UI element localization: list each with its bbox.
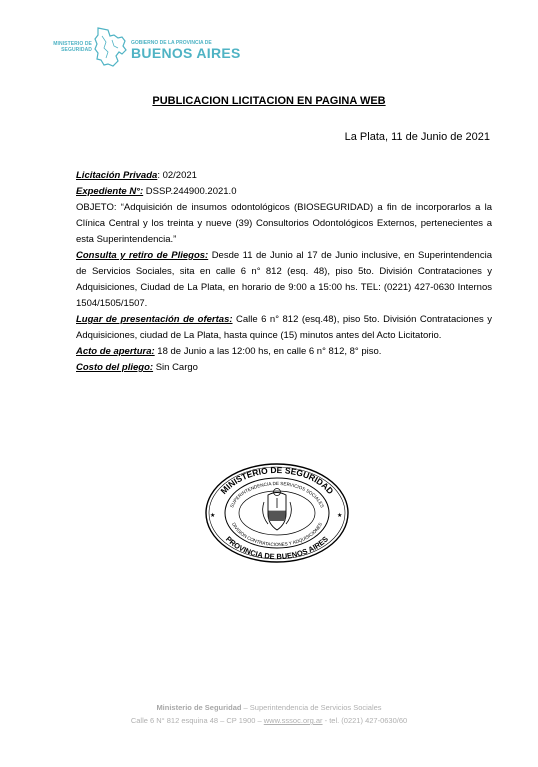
licitacion-line	[76, 168, 492, 184]
footer-web-link[interactable]: www.sssoc.org.ar	[263, 716, 323, 725]
province-map-icon	[92, 26, 128, 68]
lugar-label: Lugar de presentación de ofertas:	[76, 314, 233, 325]
consulta-paragraph	[76, 248, 492, 312]
acto-label: Acto de apertura:	[76, 346, 155, 357]
footer-line-2	[0, 716, 538, 725]
document-date: La Plata, 11 de Junio de 2021	[344, 131, 490, 143]
footer-dash: –	[241, 703, 250, 712]
lugar-value: Calle 6 n° 812 (esq.48), piso 5to. División Contrataciones y Adquisiciones, ciudad de La Plata, hasta quince (15) minutos antes del Acto Licitatorio.	[76, 314, 492, 341]
province-logo-title: BUENOS AIRES	[131, 45, 241, 61]
province-logo-subtitle: GOBIERNO DE LA PROVINCIA DE	[131, 40, 212, 46]
svg-text:SUPERINTENDENCIA DE SERVICIOS: SUPERINTENDENCIA DE SERVICIOS SOCIALES	[229, 480, 325, 509]
footer-line-1	[0, 703, 538, 712]
svg-text:★: ★	[210, 512, 216, 519]
document-title: PUBLICACION LICITACION EN PAGINA WEB	[152, 95, 386, 107]
footer-address: Calle 6 N° 812 esquina 48 – CP 1900 –	[130, 716, 264, 725]
acto-value: 18 de Junio a las 12:00 hs, en calle 6 n° 812, 8° piso.	[154, 346, 382, 357]
costo-paragraph	[76, 360, 492, 376]
costo-value: Sin Cargo	[153, 362, 198, 373]
acto-paragraph	[76, 344, 492, 360]
lugar-paragraph	[76, 312, 492, 344]
footer-superintendencia: Superintendencia de Servicios Sociales	[249, 703, 382, 712]
footer-ministry: Ministerio de Seguridad	[156, 703, 242, 712]
expediente-value: DSSP.244900.2021.0	[143, 186, 237, 197]
official-stamp	[204, 462, 350, 564]
document-body	[76, 168, 492, 376]
svg-text:MINISTERIO DE SEGURIDAD: MINISTERIO DE SEGURIDAD	[218, 464, 336, 497]
svg-text:DIVISION CONTRATACIONES Y ADQU: DIVISION CONTRATACIONES Y ADQUISICIONES	[230, 521, 324, 548]
svg-text:PROVINCIA DE BUENOS AIRES: PROVINCIA DE BUENOS AIRES	[224, 534, 330, 562]
costo-label: Costo del pliego:	[76, 362, 154, 373]
expediente-line	[76, 184, 492, 200]
consulta-value: Desde 11 de Junio al 17 de Junio inclusive, en Superintendencia de Servicios Sociales, sita en calle 6 n° 812 (esq. 48), piso 5to. División Contrataciones y Adquisiciones, Ciudad de La Plata, en horario de 9:00 a 15:00 hs. TEL: (0221) 427-0630 Internos 1504/1505/1507.	[76, 250, 492, 309]
ministry-logo-text: MINISTERIO DE SEGURIDAD	[53, 41, 92, 53]
objeto-paragraph: OBJETO: “Adquisición de insumos odontológicos (BIOSEGURIDAD) a fin de incorporarlos a la Clínica Central y los treinta y nueve (39) Consultorios Odontológicos Externos, pertenecientes a esta Superintendencia.”	[76, 202, 492, 245]
coat-of-arms-icon	[263, 489, 292, 531]
svg-text:★: ★	[337, 512, 343, 519]
licitacion-label: Licitación Privada	[76, 170, 158, 181]
expediente-label: Expediente N°:	[76, 186, 144, 197]
consulta-label: Consulta y retiro de Pliegos:	[76, 250, 209, 261]
licitacion-value: : 02/2021	[157, 170, 197, 181]
footer-tel: - tel. (0221) 427-0630/60	[322, 716, 408, 725]
